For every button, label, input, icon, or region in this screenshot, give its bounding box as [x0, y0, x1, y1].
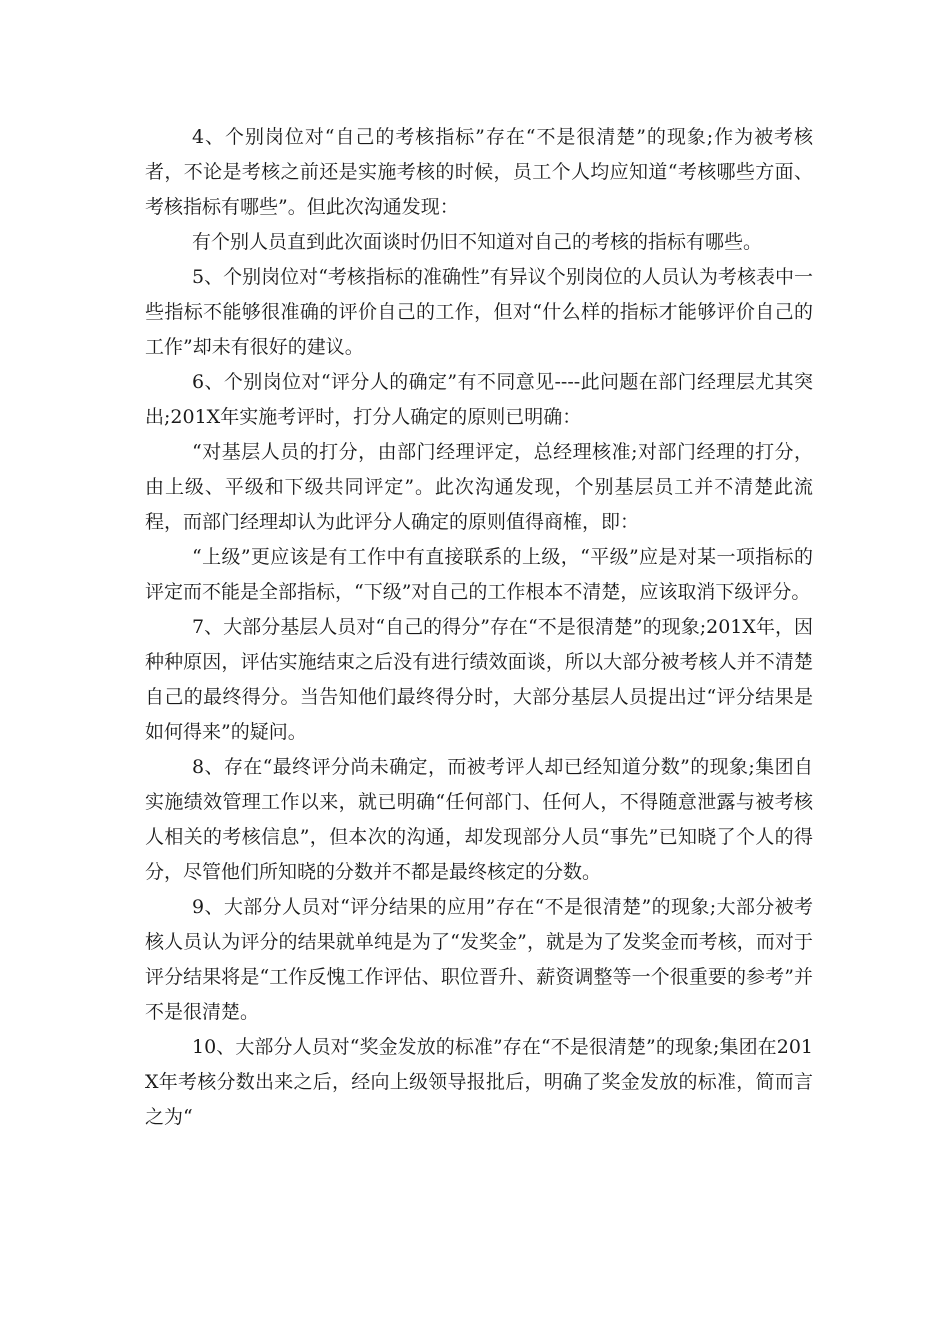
paragraph-10: 10、大部分人员对“奖金发放的标准”存在“不是很清楚”的现象;集团在201X年考核分数出来之后，经向上级领导报批后，明确了奖金发放的标准，简而言之为“: [145, 1036, 813, 1128]
paragraph-6-opinion: “上级”更应该是有工作中有直接联系的上级，“平级”应是对某一项指标的评定而不能是全部指标，“下级”对自己的工作根本不清楚，应该取消下级评分。: [145, 546, 813, 603]
document-body: [145, 120, 813, 1135]
paragraph-8: 8、存在“最终评分尚未确定，而被考评人却已经知道分数”的现象;集团自实施绩效管理工作以来，就已明确“任何部门、任何人，不得随意泄露与被考核人相关的考核信息”，但本次的沟通，却发现部分人员“事先”已知晓了个人的得分，尽管他们所知晓的分数并不都是最终核定的分数。: [145, 756, 813, 883]
paragraph-6: 6、个别岗位对“评分人的确定”有不同意见----此问题在部门经理层尤其突出;201X年实施考评时，打分人确定的原则已明确：: [145, 371, 813, 428]
paragraph-6-quote: “对基层人员的打分，由部门经理评定，总经理核准;对部门经理的打分，由上级、平级和下级共同评定”。此次沟通发现，个别基层员工并不清楚此流程，而部门经理却认为此评分人确定的原则值得商榷，即：: [145, 441, 813, 533]
paragraph-9: 9、大部分人员对“评分结果的应用”存在“不是很清楚”的现象;大部分被考核人员认为评分的结果就单纯是为了“发奖金”，就是为了发奖金而考核，而对于评分结果将是“工作反愧工作评估、职位晋升、薪资调整等一个很重要的参考”并不是很清楚。: [145, 896, 813, 1023]
paragraph-4: 4、个别岗位对“自己的考核指标”存在“不是很清楚”的现象;作为被考核者，不论是考核之前还是实施考核的时候，员工个人均应知道“考核哪些方面、考核指标有哪些”。但此次沟通发现：: [145, 126, 813, 218]
paragraph-7: 7、大部分基层人员对“自己的得分”存在“不是很清楚”的现象;201X年，因种种原因，评估实施结束之后没有进行绩效面谈，所以大部分被考核人并不清楚自己的最终得分。当告知他们最终得分时，大部分基层人员提出过“评分结果是如何得来”的疑问。: [145, 616, 813, 743]
paragraph-5: 5、个别岗位对“考核指标的准确性”有异议个别岗位的人员认为考核表中一些指标不能够很准确的评价自己的工作，但对“什么样的指标才能够评价自己的工作”却未有很好的建议。: [145, 266, 813, 358]
paragraph-4-continued: 有个别人员直到此次面谈时仍旧不知道对自己的考核的指标有哪些。: [192, 231, 763, 253]
